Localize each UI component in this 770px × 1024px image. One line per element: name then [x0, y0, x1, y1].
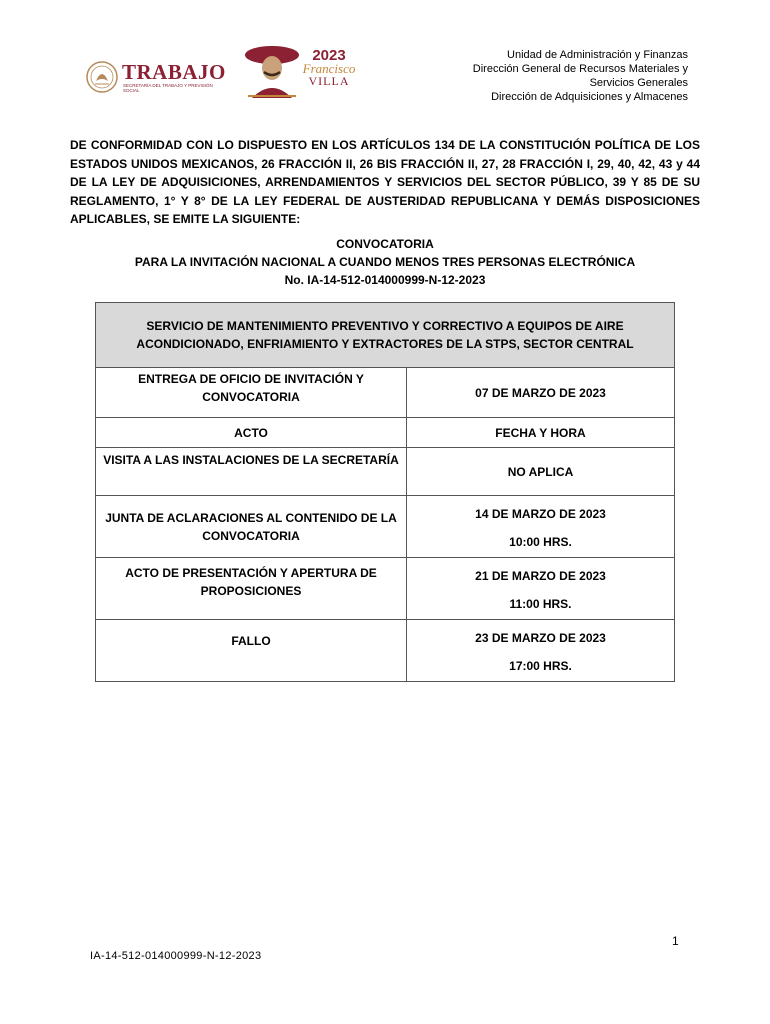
convocatoria-number: No. IA-14-512-014000999-N-12-2023 [284, 273, 486, 287]
schedule-table [95, 302, 675, 682]
service-row [96, 303, 675, 368]
row-act: ACTO DE PRESENTACIÓN Y APERTURA DE PROPOSICIONES [96, 558, 407, 620]
delivery-date: 07 DE MARZO DE 2023 [407, 368, 675, 418]
row-act: VISITA A LAS INSTALACIONES DE LA SECRETARÍA [96, 448, 407, 496]
table-row [96, 448, 675, 496]
row-time: 11:00 HRS. [509, 596, 572, 611]
villa-year: 2023 [312, 47, 346, 64]
row-time: 10:00 HRS. [509, 534, 572, 549]
header-line-4: Dirección de Adquisiciones y Almacenes [491, 91, 688, 103]
villa-first-name: Francisco [302, 61, 356, 76]
delivery-row [96, 368, 675, 418]
table-header-row [96, 418, 675, 448]
header-datetime: FECHA Y HORA [407, 418, 675, 448]
table-row [96, 558, 675, 620]
row-datetime [407, 620, 675, 682]
service-description: SERVICIO DE MANTENIMIENTO PREVENTIVO Y CORRECTIVO A EQUIPOS DE AIRE ACONDICIONADO, ENFRIAMIENTO Y EXTRACTORES DE LA STPS, SECTOR CENTRAL [96, 303, 675, 368]
header-line-1: Unidad de Administración y Finanzas [507, 49, 688, 61]
francisco-villa-logo [244, 40, 356, 98]
eagle-seal-icon [86, 59, 118, 95]
legal-intro-paragraph: DE CONFORMIDAD CON LO DISPUESTO EN LOS ARTÍCULOS 134 DE LA CONSTITUCIÓN POLÍTICA DE LOS ESTADOS UNIDOS MEXICANOS, 26 FRACCIÓN II, 26 BIS FRACCIÓN II, 27, 28 FRACCIÓN I, 29, 40, 42, 43 y 44 DE LA LEY DE ADQUISICIONES, ARRENDAMIENTOS Y SERVICIOS DEL SECTOR PÚBLICO, 39 Y 85 DE SU REGLAMENTO, 1° Y 8° DE LA LEY FEDERAL DE AUSTERIDAD REPUBLICANA Y DEMÁS DISPOSICIONES APLICABLES, SE EMITE LA SIGUIENTE: [70, 138, 700, 226]
convocatoria-subtitle: PARA LA INVITACIÓN NACIONAL A CUANDO MENOS TRES PERSONAS ELECTRÓNICA [134, 255, 636, 269]
footer-reference-code: IA-14-512-014000999-N-12-2023 [90, 950, 262, 962]
page-number: 1 [672, 934, 679, 948]
row-datetime [407, 496, 675, 558]
header-line-3: Servicios Generales [589, 77, 688, 89]
villa-portrait-icon [244, 40, 304, 98]
row-date: 23 DE MARZO DE 2023 [475, 630, 606, 645]
row-date: 14 DE MARZO DE 2023 [475, 506, 606, 521]
header-line-2: Dirección General de Recursos Materiales y [472, 63, 688, 75]
trabajo-wordmark: TRABAJO [122, 60, 226, 84]
row-act: JUNTA DE ACLARACIONES AL CONTENIDO DE LA CONVOCATORIA [96, 496, 407, 558]
trabajo-subtitle: SECRETARÍA DEL TRABAJO Y PREVISIÓN SOCIAL [123, 83, 213, 93]
trabajo-logo [86, 56, 226, 100]
header-act: ACTO [96, 418, 407, 448]
convocatoria-title: CONVOCATORIA [336, 237, 434, 251]
table-row [96, 620, 675, 682]
convocatoria-heading [70, 235, 700, 289]
row-act: FALLO [96, 620, 407, 682]
villa-last-name: VILLA [308, 74, 350, 88]
delivery-label: ENTREGA DE OFICIO DE INVITACIÓN Y CONVOCATORIA [96, 368, 407, 418]
row-date: NO APLICA [407, 448, 675, 496]
table-row [96, 496, 675, 558]
row-time: 17:00 HRS. [509, 658, 572, 673]
row-date: 21 DE MARZO DE 2023 [475, 568, 606, 583]
department-header [368, 48, 688, 104]
row-datetime [407, 558, 675, 620]
